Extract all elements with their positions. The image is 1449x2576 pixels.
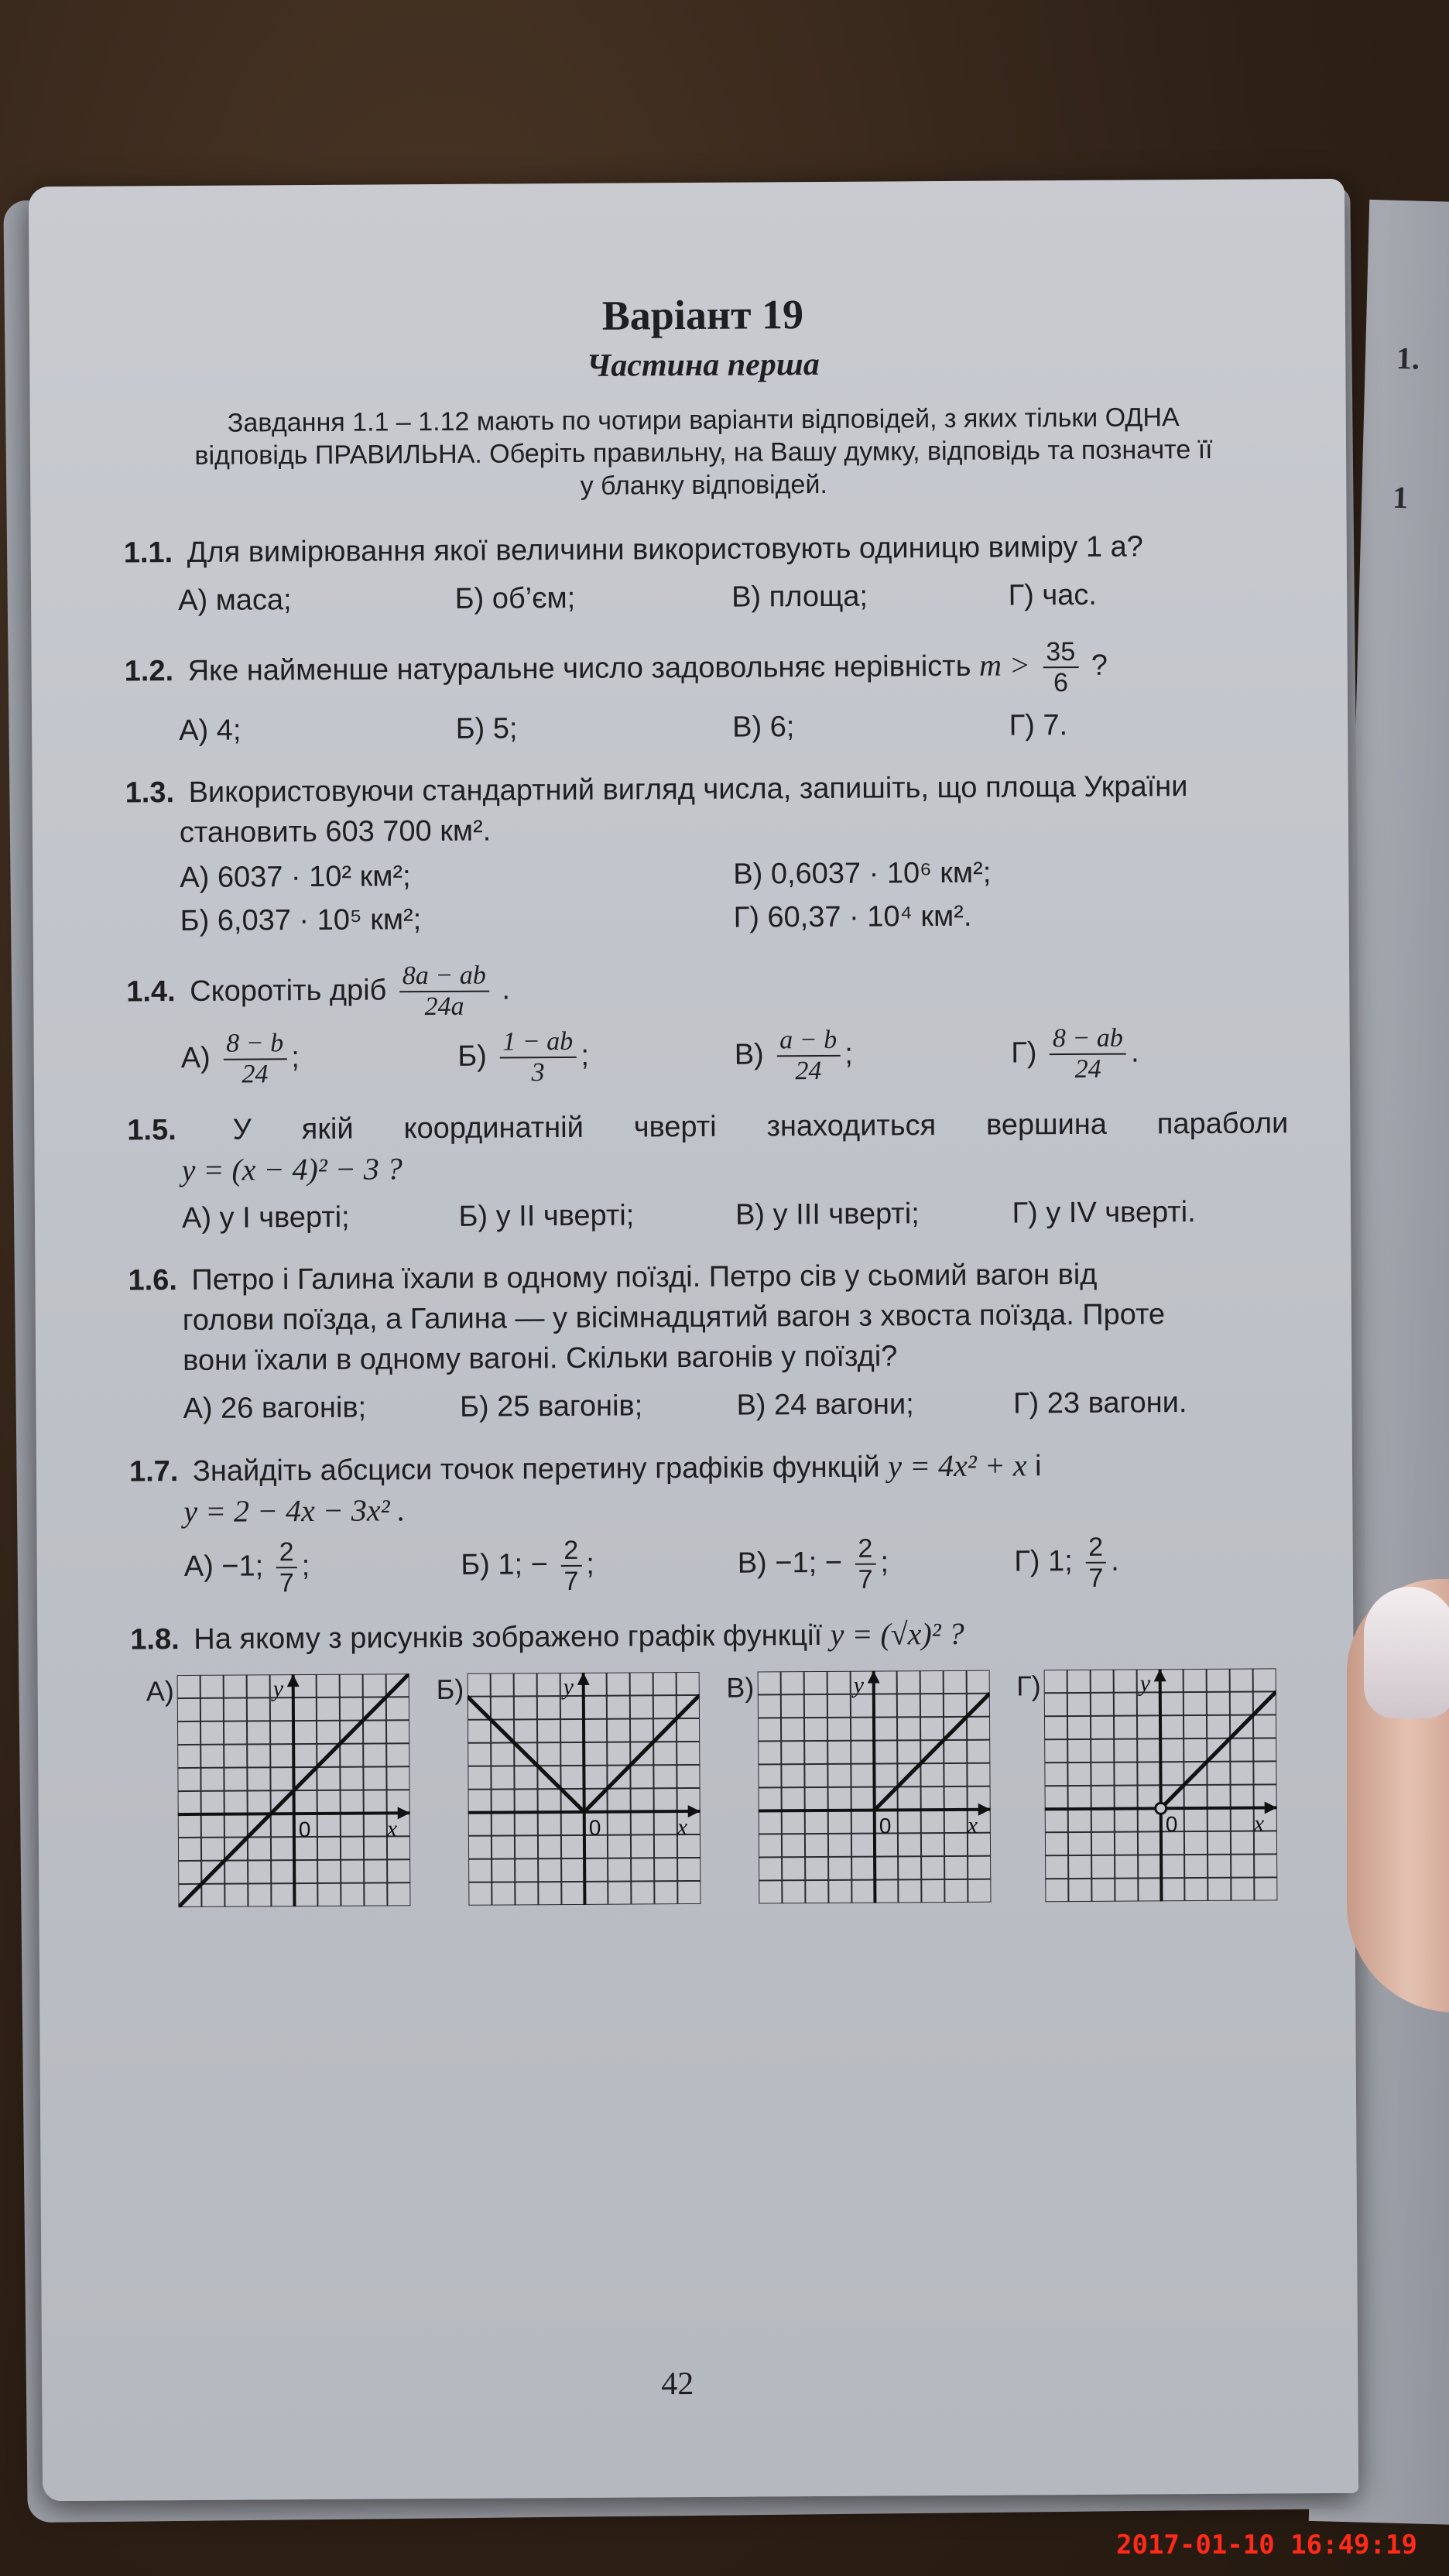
instructions-line: у бланку відповідей.	[580, 469, 827, 501]
question-body-line: становить 603 700 км².	[179, 814, 492, 850]
fraction-numerator: 2	[560, 1536, 581, 1567]
question-text	[130, 1612, 1291, 1660]
question-text	[124, 635, 1285, 703]
option-fraction	[776, 1026, 840, 1086]
option-b: Б) 6,037 · 10⁵ км²;	[180, 903, 422, 938]
open-point-marker	[1156, 1803, 1166, 1814]
fraction-denominator: 24a	[424, 992, 464, 1022]
question-number: 1.2.	[124, 655, 174, 688]
option-d: Г) час.	[1008, 578, 1098, 612]
question-1-4	[126, 956, 1288, 1090]
graph-c-plot	[757, 1670, 991, 1904]
fingernail	[1364, 1587, 1449, 1718]
y-axis	[873, 1671, 875, 1903]
option-fraction	[1050, 1024, 1126, 1085]
y-axis	[583, 1673, 584, 1905]
y-axis-label: y	[272, 1676, 284, 1702]
function-expression: y = (√x)² ?	[830, 1615, 964, 1652]
option-d	[1011, 1023, 1288, 1084]
option-b: Б) 5;	[455, 712, 518, 745]
instructions	[123, 400, 1285, 505]
question-body: На якому з рисунків зображено графік функції	[194, 1619, 823, 1656]
question-fraction	[399, 961, 489, 1023]
question-text	[129, 1444, 1290, 1492]
graph-d-plot	[1044, 1668, 1278, 1902]
question-text	[124, 526, 1285, 573]
question-1-1	[124, 526, 1286, 622]
question-body: Яке найменше натуральне число задовольняє нерівність	[187, 649, 971, 688]
question-number: 1.3.	[125, 776, 175, 810]
question-1-7	[129, 1444, 1291, 1598]
option-label: Г) 1;	[1014, 1545, 1073, 1578]
origin-label: 0	[298, 1817, 311, 1842]
option-c: В) площа;	[731, 580, 868, 614]
y-axis-label: y	[853, 1672, 864, 1698]
question-number: 1.4.	[126, 975, 176, 1009]
option-d: Г) 7.	[1009, 709, 1068, 742]
question-body-line: Використовуючи стандартний вигляд числа, запишіть, що площа України	[188, 770, 1188, 809]
question-text	[125, 766, 1286, 813]
parabola-expression: y = (x − 4)² − 3 ?	[181, 1151, 402, 1188]
question-body: Для вимірювання якої величини використовують одиницю виміру 1 а?	[187, 530, 1143, 569]
fraction-denominator: 7	[279, 1568, 294, 1598]
y-axis-label: y	[563, 1673, 574, 1701]
option-a: А) 6037 · 10² км²;	[180, 860, 411, 895]
option-b: Б) об’єм;	[454, 581, 576, 615]
option-end: ;	[880, 1546, 889, 1579]
question-1-8	[130, 1612, 1293, 1907]
option-d: Г) 60,37 · 10⁴ км².	[733, 899, 972, 934]
fraction-denominator: 7	[1088, 1563, 1104, 1593]
fraction-numerator: 8a − ab	[399, 961, 489, 993]
x-axis-label: x	[677, 1814, 687, 1841]
answer-options	[128, 1190, 1289, 1240]
option-label: Г)	[1011, 1036, 1037, 1070]
question-tail: ?	[1091, 649, 1108, 682]
function-expression-1: y = 4x² + x	[888, 1447, 1027, 1484]
option-label: А) −1;	[183, 1550, 264, 1584]
question-number: 1.7.	[128, 1455, 179, 1488]
origin-label: 0	[879, 1814, 892, 1838]
option-d: Г) у IV чверті.	[1012, 1196, 1196, 1230]
question-1-6	[128, 1253, 1290, 1430]
option-a: А) 4;	[179, 714, 242, 748]
question-1-3	[125, 766, 1287, 943]
option-d: Г) 23 вагони.	[1012, 1386, 1187, 1420]
answer-options	[128, 1380, 1290, 1430]
fraction-numerator: 8 − b	[223, 1029, 286, 1060]
option-end: .	[1130, 1036, 1139, 1069]
option-fraction	[1085, 1533, 1106, 1593]
option-fraction	[499, 1027, 576, 1088]
question-tail: .	[502, 973, 511, 1006]
graph-option-d	[1016, 1668, 1277, 1902]
graph-label: А)	[146, 1675, 174, 1708]
graph-label: Г)	[1016, 1670, 1041, 1702]
question-joiner: і	[1034, 1450, 1042, 1483]
option-c: В) у III чверті;	[735, 1197, 920, 1231]
option-c: В) 0,6037 · 10⁶ км²;	[733, 856, 992, 891]
answer-options	[125, 849, 1287, 943]
fraction-numerator: 8 − ab	[1050, 1024, 1126, 1056]
graph-options	[131, 1668, 1278, 1907]
page-content	[122, 287, 1293, 1927]
option-end: ;	[581, 1039, 590, 1072]
adjacent-page-fragment: 1	[1392, 479, 1409, 516]
fraction-denominator: 7	[858, 1564, 873, 1595]
question-1-5	[127, 1103, 1289, 1240]
question-text	[127, 1103, 1288, 1150]
option-a: А) у I чверті;	[181, 1201, 350, 1235]
question-text	[126, 956, 1287, 1023]
fraction-denominator: 7	[564, 1566, 579, 1597]
x-axis-label: x	[967, 1812, 978, 1838]
question-1-2	[124, 635, 1286, 752]
graph-option-b	[437, 1672, 701, 1906]
option-end: ;	[291, 1041, 300, 1074]
graph-a-plot	[177, 1673, 411, 1907]
fraction-numerator: 2	[276, 1537, 297, 1568]
fraction-numerator: a − b	[776, 1026, 840, 1057]
origin-label: 0	[1165, 1812, 1178, 1837]
book-page	[29, 179, 1358, 2501]
fraction-numerator: 35	[1043, 637, 1078, 668]
question-number: 1.1.	[123, 536, 173, 570]
option-b: Б) у II чверті;	[458, 1199, 635, 1233]
graph-label: Б)	[436, 1673, 464, 1706]
option-end: ;	[844, 1037, 853, 1070]
adjacent-page-fragment: 1.	[1396, 340, 1420, 376]
part-subtitle: Частина перша	[586, 346, 820, 384]
fraction-denominator: 24	[795, 1056, 822, 1086]
y-axis-label: y	[1139, 1670, 1151, 1697]
graph-option-a	[146, 1673, 411, 1907]
question-body-line: вони їхали в одному вагоні. Скільки вагонів у поїзді?	[183, 1340, 898, 1378]
question-body-line: Петро і Галина їхали в одному поїзді. Петро сів у сьомий вагон від	[191, 1258, 1098, 1297]
instructions-line: Завдання 1.1 – 1.12 мають по чотири варіанти відповідей, з яких тільки ОДНА	[227, 402, 1180, 438]
function-expression-2: y = 2 − 4x − 3x² .	[183, 1492, 406, 1530]
option-a: А) 26 вагонів;	[183, 1391, 367, 1426]
finger	[1347, 1579, 1449, 2012]
variant-title: Варіант 19	[601, 291, 804, 339]
option-label: Б)	[457, 1040, 487, 1073]
fraction-numerator: 2	[855, 1534, 875, 1565]
option-b	[457, 1026, 735, 1088]
answer-options	[130, 1531, 1291, 1598]
option-fraction	[223, 1029, 286, 1089]
question-number: 1.6.	[128, 1264, 178, 1297]
option-label: В) −1; −	[737, 1546, 843, 1580]
graph-option-c	[726, 1670, 991, 1904]
option-end: ;	[586, 1547, 595, 1581]
page-number: 42	[661, 2366, 694, 2403]
option-a	[181, 1028, 458, 1090]
answer-options	[124, 572, 1285, 622]
question-number: 1.8.	[130, 1623, 180, 1656]
graph-b-plot	[467, 1672, 701, 1906]
option-end: .	[1111, 1544, 1119, 1577]
option-label: Б) 1; −	[461, 1548, 548, 1581]
fraction-denominator: 24	[242, 1060, 269, 1089]
question-body: У якій координатній чверті знаходиться вершина параболи	[232, 1107, 1289, 1146]
option-c: В) 24 вагони;	[736, 1388, 914, 1422]
answer-options	[125, 702, 1286, 752]
fraction-numerator: 1 − ab	[499, 1027, 576, 1059]
option-c	[735, 1024, 1012, 1086]
question-body: Знайдіть абсциси точок перетину графіків функцій	[192, 1451, 880, 1488]
instructions-line: відповідь ПРАВИЛЬНА. Оберіть правильну, на Вашу думку, відповідь та позначте її	[194, 434, 1213, 471]
question-number: 1.5.	[127, 1114, 176, 1147]
option-a: А) маса;	[178, 584, 292, 618]
photo-timestamp: 2017-01-10 16:49:19	[1116, 2530, 1417, 2561]
option-fraction	[855, 1534, 875, 1595]
option-d	[1014, 1531, 1291, 1593]
origin-label: 0	[588, 1815, 601, 1840]
fraction-denominator: 6	[1053, 668, 1069, 698]
fraction-denominator: 24	[1074, 1054, 1101, 1084]
question-body-line: голови поїзда, а Галина — у вісімнадцятий вагон з хвоста поїзда. Проте	[182, 1298, 1166, 1338]
inequality-fraction	[1043, 637, 1078, 697]
graph-label: В)	[726, 1671, 755, 1704]
question-body: Скоротіть дріб	[190, 974, 387, 1008]
x-axis-label: x	[386, 1816, 398, 1842]
option-b: Б) 25 вагонів;	[459, 1389, 643, 1423]
fraction-denominator: 3	[531, 1058, 545, 1088]
x-axis-label: x	[1253, 1810, 1265, 1837]
y-axis	[1160, 1669, 1162, 1901]
inequality-expression: m >	[978, 647, 1031, 683]
question-text	[128, 1253, 1289, 1300]
option-c	[738, 1533, 1015, 1595]
option-label: В)	[734, 1038, 764, 1071]
option-c: В) 6;	[732, 711, 795, 744]
option-a	[184, 1536, 461, 1598]
option-label: А)	[180, 1041, 211, 1075]
answer-options	[127, 1023, 1288, 1090]
option-fraction	[560, 1536, 581, 1596]
option-fraction	[276, 1537, 297, 1598]
fraction-numerator: 2	[1085, 1533, 1106, 1564]
option-b	[461, 1535, 738, 1597]
option-end: ;	[301, 1550, 310, 1583]
